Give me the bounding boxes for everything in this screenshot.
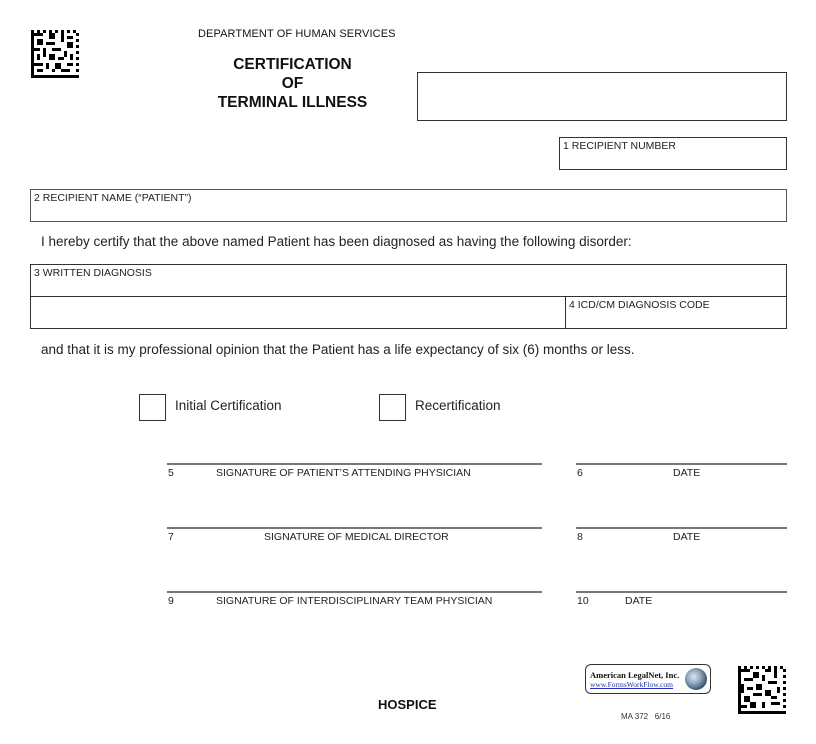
americanlegalnet-logo[interactable] [585, 664, 711, 694]
recipient-number-label: 1 RECIPIENT NUMBER [563, 140, 676, 152]
idt-physician-signature-label: SIGNATURE OF INTERDISCIPLINARY TEAM PHYSICIAN [216, 595, 493, 607]
top-right-input[interactable] [418, 73, 786, 120]
opinion-statement: and that it is my professional opinion that the Patient has a life expectancy of six (6) months or less. [41, 342, 635, 357]
diagnosis-line-2-field[interactable] [30, 296, 566, 329]
datamatrix-barcode-icon [738, 666, 786, 714]
department-name: DEPARTMENT OF HUMAN SERVICES [198, 28, 396, 40]
recipient-number-input[interactable] [560, 155, 786, 169]
attending-physician-signature-label: SIGNATURE OF PATIENT’S ATTENDING PHYSICIAN [216, 467, 471, 479]
recipient-number-field[interactable] [559, 137, 787, 170]
globe-icon [685, 668, 707, 690]
form-title [200, 55, 385, 112]
icd-code-label: 4 ICD/CM DIAGNOSIS CODE [569, 299, 710, 311]
written-diagnosis-field[interactable] [30, 264, 787, 297]
signature-9-number: 9 [168, 595, 174, 607]
date-10-line[interactable] [576, 591, 787, 593]
medical-director-signature-line[interactable] [167, 527, 542, 529]
date-6-number: 6 [577, 467, 583, 479]
form-number: MA 372 6/16 [621, 712, 671, 721]
attending-physician-signature-line[interactable] [167, 463, 542, 465]
date-10-number: 10 [577, 595, 589, 607]
logo-url-link[interactable]: www.FormsWorkFlow.com [590, 680, 674, 689]
initial-certification-checkbox[interactable] [139, 394, 166, 421]
recertification-label: Recertification [415, 398, 501, 413]
date-8-label: DATE [673, 531, 701, 543]
certify-statement: I hereby certify that the above named Patient has been diagnosed as having the following disorder: [41, 234, 632, 249]
initial-certification-label: Initial Certification [175, 398, 282, 413]
medical-director-signature-label: SIGNATURE OF MEDICAL DIRECTOR [264, 531, 449, 543]
recipient-name-label: 2 RECIPIENT NAME (“PATIENT”) [34, 192, 192, 204]
icd-code-field[interactable] [565, 296, 787, 329]
written-diagnosis-label: 3 WRITTEN DIAGNOSIS [34, 267, 152, 279]
recipient-name-input[interactable] [31, 207, 786, 221]
date-6-label: DATE [673, 467, 701, 479]
title-line-3: TERMINAL ILLNESS [217, 94, 368, 111]
logo-company-name: American LegalNet, Inc. [590, 670, 680, 680]
idt-physician-signature-line[interactable] [167, 591, 542, 593]
date-8-number: 8 [577, 531, 583, 543]
diagnosis-line-2-input[interactable] [31, 297, 565, 328]
date-6-line[interactable] [576, 463, 787, 465]
title-line-1: CERTIFICATION [233, 56, 352, 73]
date-8-line[interactable] [576, 527, 787, 529]
datamatrix-barcode-icon [31, 30, 79, 78]
title-line-2: OF [281, 75, 304, 92]
recertification-checkbox[interactable] [379, 394, 406, 421]
written-diagnosis-input[interactable] [31, 282, 786, 296]
top-right-box[interactable] [417, 72, 787, 121]
program-name: HOSPICE [378, 697, 437, 712]
date-10-label: DATE [625, 595, 653, 607]
signature-7-number: 7 [168, 531, 174, 543]
icd-code-input[interactable] [566, 314, 786, 328]
recipient-name-field[interactable] [30, 189, 787, 222]
signature-5-number: 5 [168, 467, 174, 479]
